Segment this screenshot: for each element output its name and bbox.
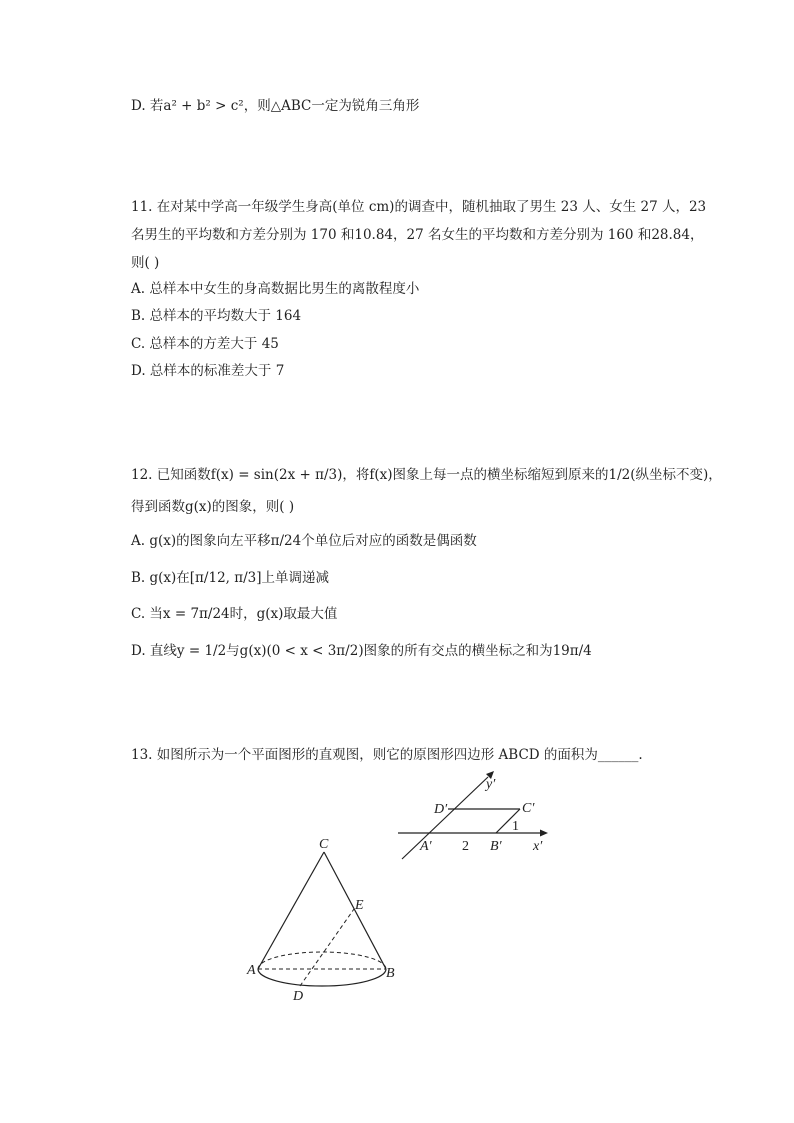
q11-option-b: B. 总样本的平均数大于 164 (131, 308, 302, 324)
q12-option-a: A. g(x)的图象向左平移π/24个单位后对应的函数是偶函数 (131, 533, 477, 549)
label-e: E (355, 898, 364, 913)
q10-option-d: D. 若a² + b² > c²，则△ABC一定为锐角三角形 (131, 98, 420, 114)
label-len-bc: 1 (512, 819, 519, 834)
label-b: B (386, 966, 395, 981)
cone-generatrix-ca (258, 852, 324, 969)
q12-stem-line1: 12. 已知函数f(x) = sin(2x + π/3)，将f(x)图象上每一点的横坐标缩短到原来的1/2(纵坐标不变)， (131, 467, 722, 483)
label-a: A (247, 963, 256, 978)
label-x: x′ (533, 839, 543, 854)
x-axis-arrow-icon (540, 830, 548, 837)
segment-de (300, 909, 354, 986)
q11-option-c: C. 总样本的方差大于 45 (131, 336, 279, 352)
label-d: D′ (434, 802, 448, 817)
label-b: B′ (490, 839, 502, 854)
label-d: D (293, 989, 304, 1004)
q12-stem-line2: 得到函数g(x)的图象，则( ) (131, 499, 295, 515)
y-axis (402, 777, 488, 859)
q11-stem-line3: 则( ) (131, 255, 160, 271)
cone-figure (240, 832, 410, 1007)
label-len-ab: 2 (462, 839, 469, 854)
base-front-arc (258, 969, 386, 986)
q12-option-d: D. 直线y = 1/2与g(x)(0 < x < 3π/2)图象的所有交点的横坐标之和为19π/4 (131, 643, 592, 659)
label-c: C′ (522, 801, 535, 816)
label-a: A′ (420, 839, 432, 854)
label-c: C (319, 837, 329, 852)
label-y: y′ (486, 777, 496, 792)
q11-option-a: A. 总样本中女生的身高数据比男生的离散程度小 (131, 281, 420, 297)
oblique-view-figure (390, 770, 560, 865)
q12-option-c: C. 当x = 7π/24时，g(x)取最大值 (131, 606, 338, 622)
q11-stem-line2: 名男生的平均数和方差分别为 170 和10.84，27 名女生的平均数和方差分别为 160 和28.84， (131, 227, 704, 243)
q11-option-d: D. 总样本的标准差大于 7 (131, 363, 285, 379)
q11-stem-line1: 11. 在对某中学高一年级学生身高(单位 cm)的调查中，随机抽取了男生 23 人、女生 27 人，23 (131, 199, 707, 215)
q12-option-b: B. g(x)在[π/12, π/3]上单调递减 (131, 570, 330, 586)
q13-stem: 13. 如图所示为一个平面图形的直观图，则它的原图形四边形 ABCD 的面积为______. (131, 747, 643, 763)
